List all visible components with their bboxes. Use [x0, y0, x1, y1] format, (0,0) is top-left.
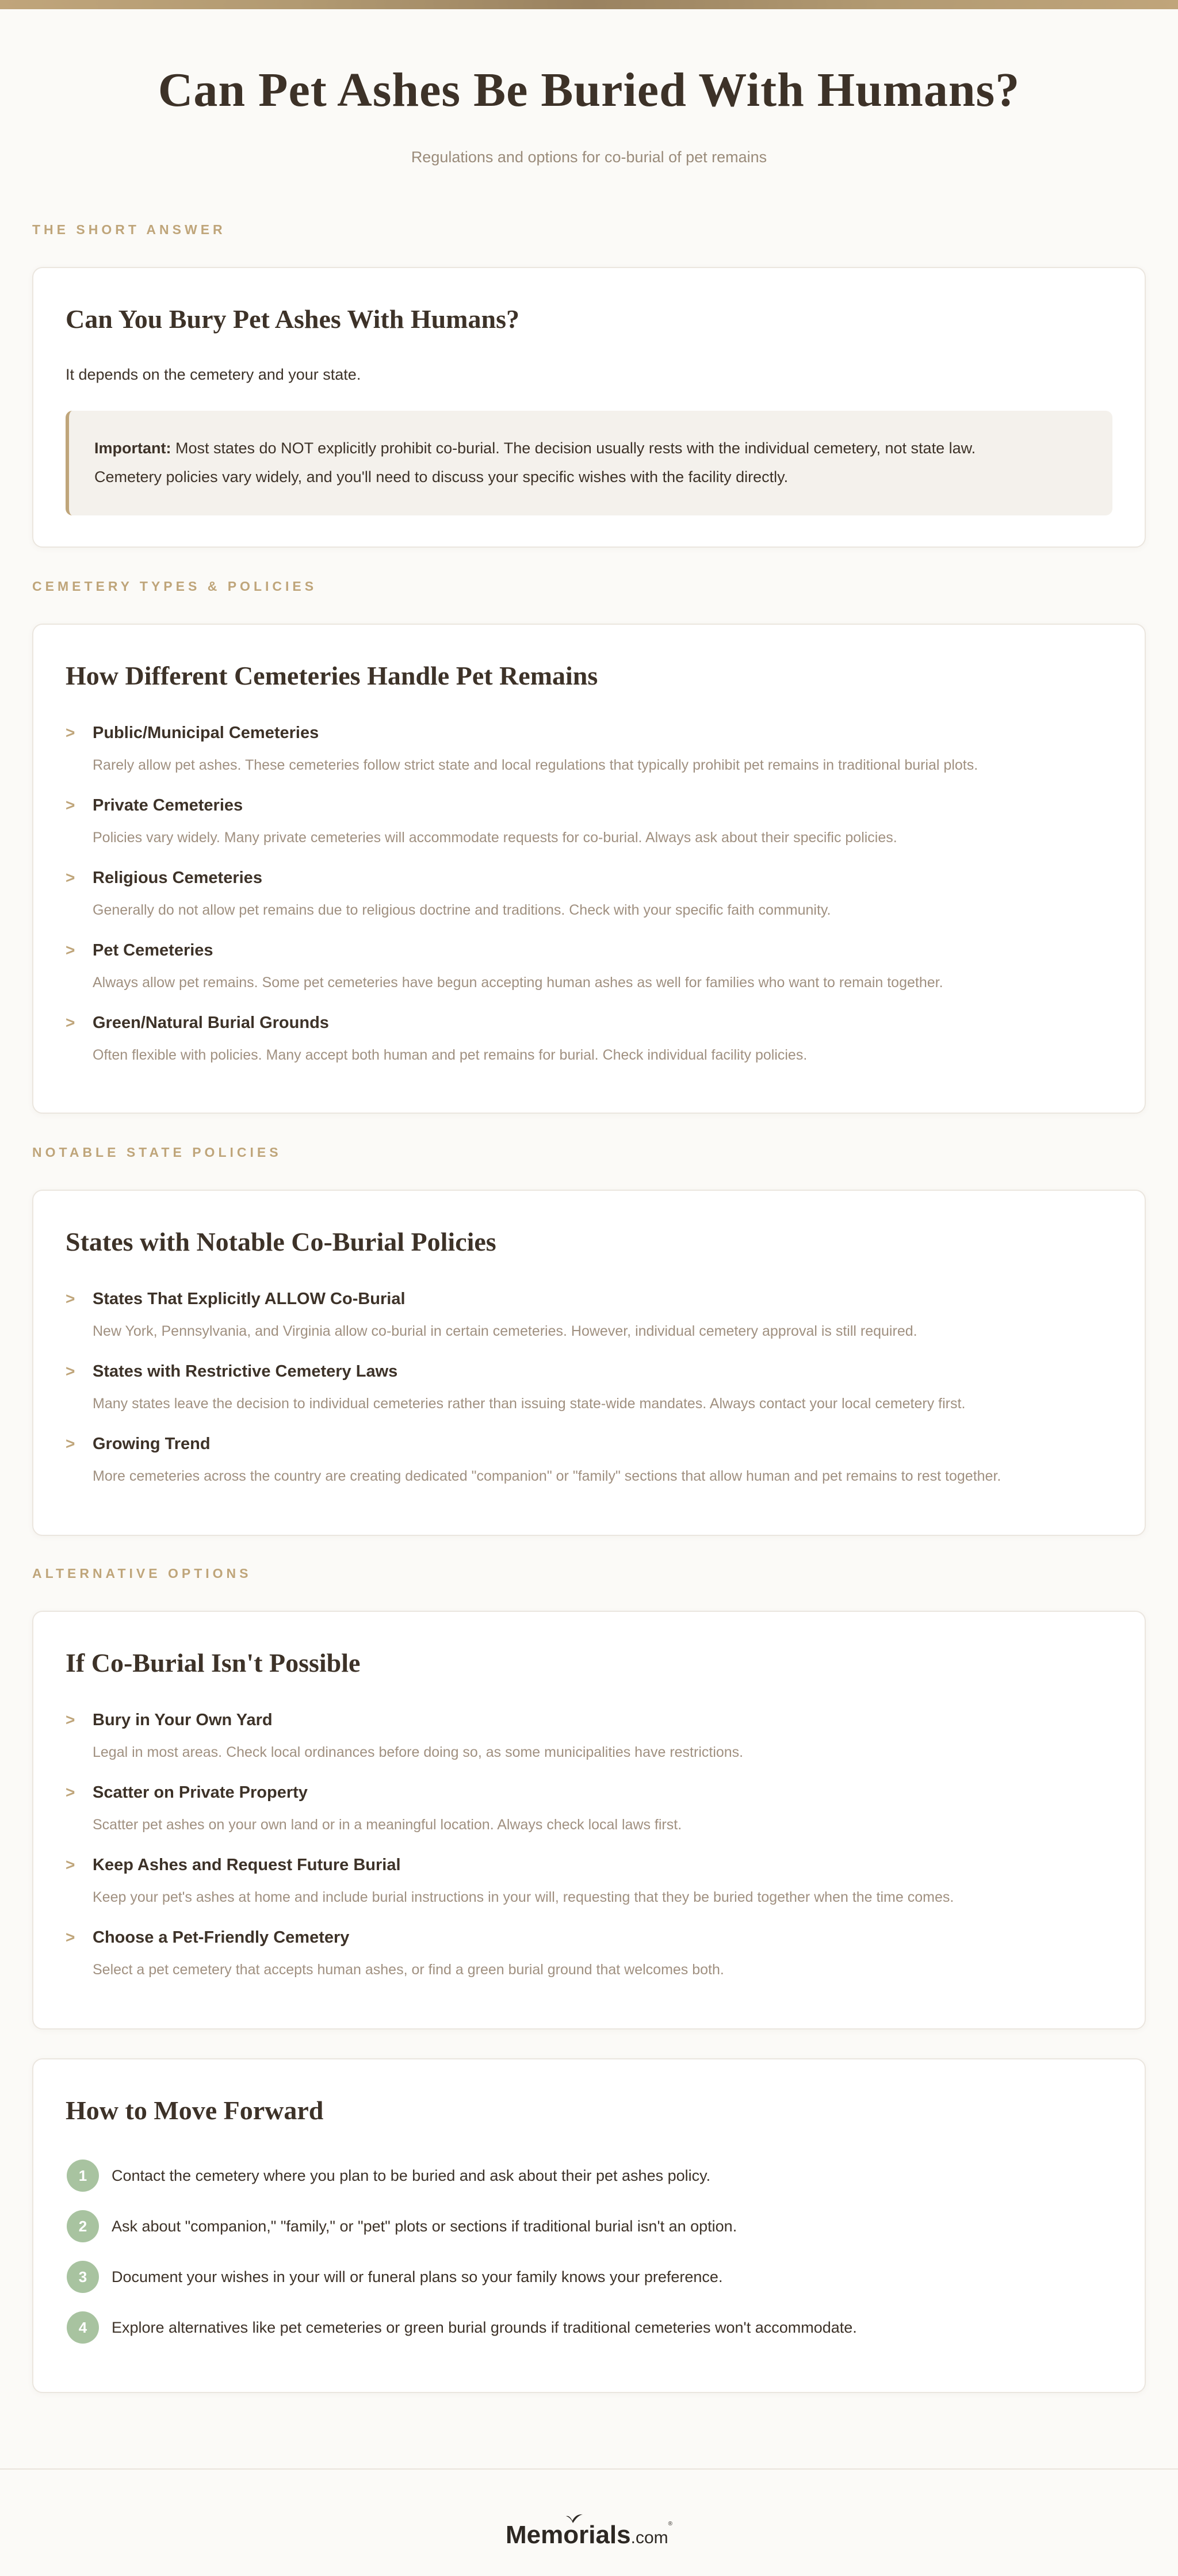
item-heading: Growing Trend — [93, 1435, 211, 1453]
item-desc: Generally do not allow pet remains due to religious doctrine and traditions. Check with your specific faith community. — [93, 902, 831, 918]
short-answer-text: It depends on the cemetery and your state. — [66, 366, 361, 383]
important-callout — [66, 411, 1112, 515]
chevron-right-icon: > — [66, 1856, 75, 1874]
state-policies-card — [32, 1190, 1146, 1536]
item-desc: Select a pet cemetery that accepts human ashes, or find a green burial ground that welcomes both. — [93, 1962, 724, 1978]
chevron-right-icon: > — [66, 724, 75, 742]
step-text: Document your wishes in your will or funeral plans so your family knows your preference. — [112, 2268, 723, 2285]
item-heading: States with Restrictive Cemetery Laws — [93, 1362, 398, 1381]
step-item — [67, 2311, 1102, 2345]
item-heading: Green/Natural Burial Grounds — [93, 1014, 329, 1032]
callout-strong: Important: — [94, 439, 171, 457]
item-heading: Public/Municipal Cemeteries — [93, 724, 319, 742]
item-heading: Private Cemeteries — [93, 796, 243, 815]
list-item — [66, 1710, 1101, 1773]
step-number-badge: 4 — [67, 2311, 99, 2344]
page-subtitle: Regulations and options for co-burial of pet remains — [411, 148, 767, 166]
section-label-cemetery-types: CEMETERY TYPES & POLICIES — [32, 579, 318, 594]
item-heading: Bury in Your Own Yard — [93, 1711, 273, 1729]
callout-line-2: Cemetery policies vary widely, and you'll need to discuss your specific wishes with the facility directly. — [94, 468, 789, 486]
step-item — [67, 2210, 1102, 2244]
footer-logo[interactable] — [0, 2513, 1178, 2550]
chevron-right-icon: > — [66, 941, 75, 959]
logo-word: Memorials — [505, 2521, 631, 2549]
list-item — [66, 1434, 1101, 1497]
card-title: States with Notable Co-Burial Policies — [66, 1227, 496, 1256]
card-title: Can You Bury Pet Ashes With Humans? — [66, 304, 519, 334]
chevron-right-icon: > — [66, 796, 75, 814]
alternatives-card — [32, 1611, 1146, 2030]
chevron-right-icon: > — [66, 1928, 75, 1946]
page-title: Can Pet Ashes Be Buried With Humans? — [158, 63, 1020, 117]
item-desc: Rarely allow pet ashes. These cemeteries follow strict state and local regulations that typically prohibit pet remains in traditional burial plots. — [93, 757, 978, 773]
section-label-state-policies: NOTABLE STATE POLICIES — [32, 1145, 282, 1160]
list-item — [66, 1361, 1101, 1424]
step-number-badge: 2 — [67, 2210, 99, 2242]
logo-domain: .com — [630, 2528, 668, 2547]
card-title: How Different Cemeteries Handle Pet Remains — [66, 661, 598, 690]
list-item — [66, 867, 1101, 931]
item-desc: Always allow pet remains. Some pet cemeteries have begun accepting human ashes as well for families who want to remain together. — [93, 974, 943, 991]
list-item — [66, 1782, 1101, 1845]
list-item — [66, 1012, 1101, 1076]
cemetery-types-card — [32, 624, 1146, 1114]
item-desc: Often flexible with policies. Many accept both human and pet remains for burial. Check individual facility policies. — [93, 1047, 808, 1063]
item-desc: Keep your pet's ashes at home and include burial instructions in your will, requesting that they be buried together when the time comes. — [93, 1889, 954, 1905]
item-desc: New York, Pennsylvania, and Virginia allow co-burial in certain cemeteries. However, individual cemetery approval is still required. — [93, 1323, 917, 1339]
chevron-right-icon: > — [66, 1783, 75, 1801]
callout-line-1 — [94, 434, 1087, 463]
list-item — [66, 1855, 1101, 1918]
item-desc: Policies vary widely. Many private cemeteries will accommodate requests for co-burial. Always ask about their specific policies. — [93, 830, 897, 846]
item-heading: Pet Cemeteries — [93, 941, 213, 960]
item-heading: Religious Cemeteries — [93, 869, 262, 887]
step-text: Explore alternatives like pet cemeteries or green burial grounds if traditional cemeteries won't accommodate. — [112, 2319, 857, 2336]
list-item — [66, 940, 1101, 1003]
list-item — [66, 723, 1101, 786]
item-heading: States That Explicitly ALLOW Co-Burial — [93, 1290, 406, 1308]
chevron-right-icon: > — [66, 1711, 75, 1729]
chevron-right-icon: > — [66, 869, 75, 886]
chevron-right-icon: > — [66, 1290, 75, 1308]
item-desc: Many states leave the decision to individual cemeteries rather than issuing state-wide mandates. Always contact your local cemetery first. — [93, 1396, 966, 1412]
item-desc: Scatter pet ashes on your own land or in a meaningful location. Always check local laws first. — [93, 1817, 682, 1833]
list-item — [66, 1289, 1101, 1352]
step-item — [67, 2160, 1102, 2193]
section-label-short-answer: THE SHORT ANSWER — [32, 222, 226, 237]
top-accent-bar — [0, 0, 1178, 9]
footer-divider — [0, 2468, 1178, 2470]
short-answer-card — [32, 267, 1146, 548]
card-title: How to Move Forward — [66, 2096, 324, 2125]
step-number-badge: 1 — [67, 2160, 99, 2192]
chevron-right-icon: > — [66, 1362, 75, 1380]
section-label-alternatives: ALTERNATIVE OPTIONS — [32, 1566, 252, 1581]
callout-text-1: Most states do NOT explicitly prohibit co-burial. The decision usually rests with the individual cemetery, not state law. — [171, 439, 976, 457]
step-item — [67, 2261, 1102, 2294]
step-text: Ask about "companion," "family," or "pet" plots or sections if traditional burial isn't an option. — [112, 2218, 737, 2235]
chevron-right-icon: > — [66, 1435, 75, 1453]
item-heading: Choose a Pet-Friendly Cemetery — [93, 1928, 350, 1947]
step-number-badge: 3 — [67, 2261, 99, 2293]
step-text: Contact the cemetery where you plan to be buried and ask about their pet ashes policy. — [112, 2167, 711, 2184]
item-desc: More cemeteries across the country are creating dedicated "companion" or "family" sections that allow human and pet remains to rest together. — [93, 1468, 1001, 1484]
list-item — [66, 795, 1101, 858]
item-heading: Scatter on Private Property — [93, 1783, 308, 1802]
chevron-right-icon: > — [66, 1014, 75, 1031]
item-heading: Keep Ashes and Request Future Burial — [93, 1856, 401, 1874]
item-desc: Legal in most areas. Check local ordinances before doing so, as some municipalities have restrictions. — [93, 1744, 744, 1760]
card-title: If Co-Burial Isn't Possible — [66, 1648, 361, 1677]
list-item — [66, 1927, 1101, 1990]
logo-registered-mark: ® — [668, 2521, 673, 2527]
bird-icon — [565, 2513, 584, 2524]
next-steps-card — [32, 2058, 1146, 2393]
logo-wordmark[interactable] — [506, 2513, 672, 2550]
